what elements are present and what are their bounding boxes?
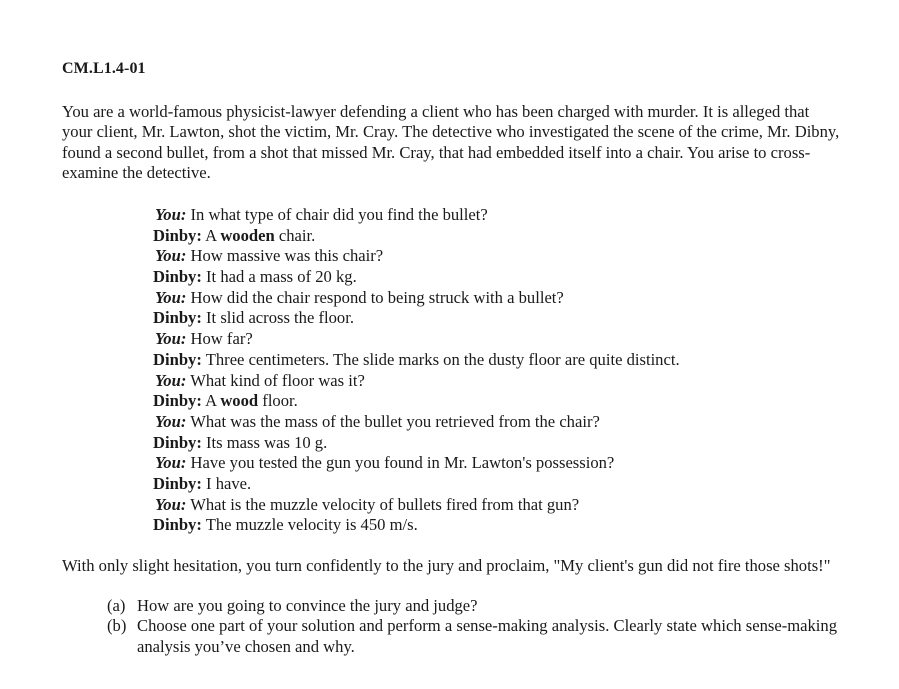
- dialogue-line: [153, 329, 680, 350]
- dialogue-line: [153, 350, 680, 371]
- dialogue-line: [153, 453, 680, 474]
- dialogue-text-pre: A: [205, 225, 221, 245]
- dialogue-text: It had a mass of 20 kg.: [206, 267, 357, 287]
- dialogue-line: [153, 474, 680, 495]
- question-list: [107, 596, 837, 657]
- dialogue: [153, 205, 680, 536]
- speaker: You:: [155, 453, 187, 473]
- dialogue-line: [153, 495, 680, 516]
- question-text: Choose one part of your solution and perform a sense-making analysis. Clearly state which sense-making analysis you’ve chosen and why.: [137, 616, 837, 656]
- dialogue-line: [153, 226, 680, 247]
- speaker: You:: [155, 329, 187, 349]
- dialogue-text: Have you tested the gun you found in Mr. Lawton's possession?: [190, 453, 615, 473]
- dialogue-text: It slid across the floor.: [206, 308, 354, 328]
- dialogue-text: How far?: [190, 329, 253, 349]
- dialogue-text: Its mass was 10 g.: [206, 432, 328, 452]
- speaker: You:: [155, 411, 187, 431]
- speaker: You:: [155, 205, 187, 224]
- speaker: Dinby:: [153, 432, 202, 452]
- dialogue-line: [153, 288, 680, 309]
- dialogue-line: [153, 246, 680, 267]
- dialogue-line: [153, 433, 680, 454]
- dialogue-text: How massive was this chair?: [190, 246, 384, 266]
- dialogue-text: In what type of chair did you find the bullet?: [190, 205, 488, 224]
- dialogue-line: [153, 515, 680, 536]
- speaker: You:: [155, 287, 187, 307]
- speaker: Dinby:: [153, 225, 202, 245]
- question-label: (a): [107, 596, 126, 615]
- speaker: Dinby:: [153, 391, 202, 411]
- problem-id: CM.L1.4-01: [62, 60, 146, 77]
- dialogue-text-post: chair.: [274, 225, 316, 245]
- dialogue-text: Three centimeters. The slide marks on the dusty floor are quite distinct.: [205, 349, 680, 369]
- speaker: Dinby:: [153, 515, 202, 535]
- question-label: (b): [107, 616, 127, 636]
- speaker: You:: [155, 246, 187, 266]
- dialogue-line: [153, 371, 680, 392]
- dialogue-text: The muzzle velocity is 450 m/s.: [205, 515, 418, 535]
- dialogue-text: I have.: [206, 473, 252, 493]
- dialogue-line: [153, 391, 680, 412]
- dialogue-text-post: floor.: [258, 391, 298, 411]
- conclusion-paragraph: With only slight hesitation, you turn confidently to the jury and proclaim, "My client's gun did not fire those shots!": [62, 556, 831, 575]
- dialogue-text: What was the mass of the bullet you retrieved from the chair?: [190, 411, 600, 431]
- dialogue-line: [153, 267, 680, 288]
- dialogue-text-emphasis: wooden: [220, 225, 275, 245]
- speaker: Dinby:: [153, 349, 202, 369]
- speaker: Dinby:: [153, 473, 202, 493]
- question-text: How are you going to convince the jury and judge?: [137, 596, 478, 615]
- dialogue-text: What is the muzzle velocity of bullets fired from that gun?: [190, 494, 580, 514]
- speaker: Dinby:: [153, 308, 202, 328]
- intro-paragraph: You are a world-famous physicist-lawyer defending a client who has been charged with murder. It is alleged that your client, Mr. Lawton, shot the victim, Mr. Cray. The detective who investigated the scene of the crime, Mr. Dibny, found a second bullet, from a shot that missed Mr. Cray, that had embedded itself into a chair. You arise to cross-examine the detective.: [62, 102, 840, 183]
- question-item: [107, 596, 837, 616]
- speaker: Dinby:: [153, 267, 202, 287]
- question-item: [107, 616, 837, 657]
- dialogue-line: [153, 308, 680, 329]
- speaker: You:: [155, 494, 187, 514]
- dialogue-line: [153, 205, 680, 226]
- speaker: You:: [155, 370, 187, 390]
- dialogue-text: How did the chair respond to being struck with a bullet?: [190, 287, 564, 307]
- dialogue-line: [153, 412, 680, 433]
- dialogue-text: What kind of floor was it?: [190, 370, 365, 390]
- dialogue-text-emphasis: wood: [220, 391, 259, 411]
- dialogue-text-pre: A: [205, 391, 221, 411]
